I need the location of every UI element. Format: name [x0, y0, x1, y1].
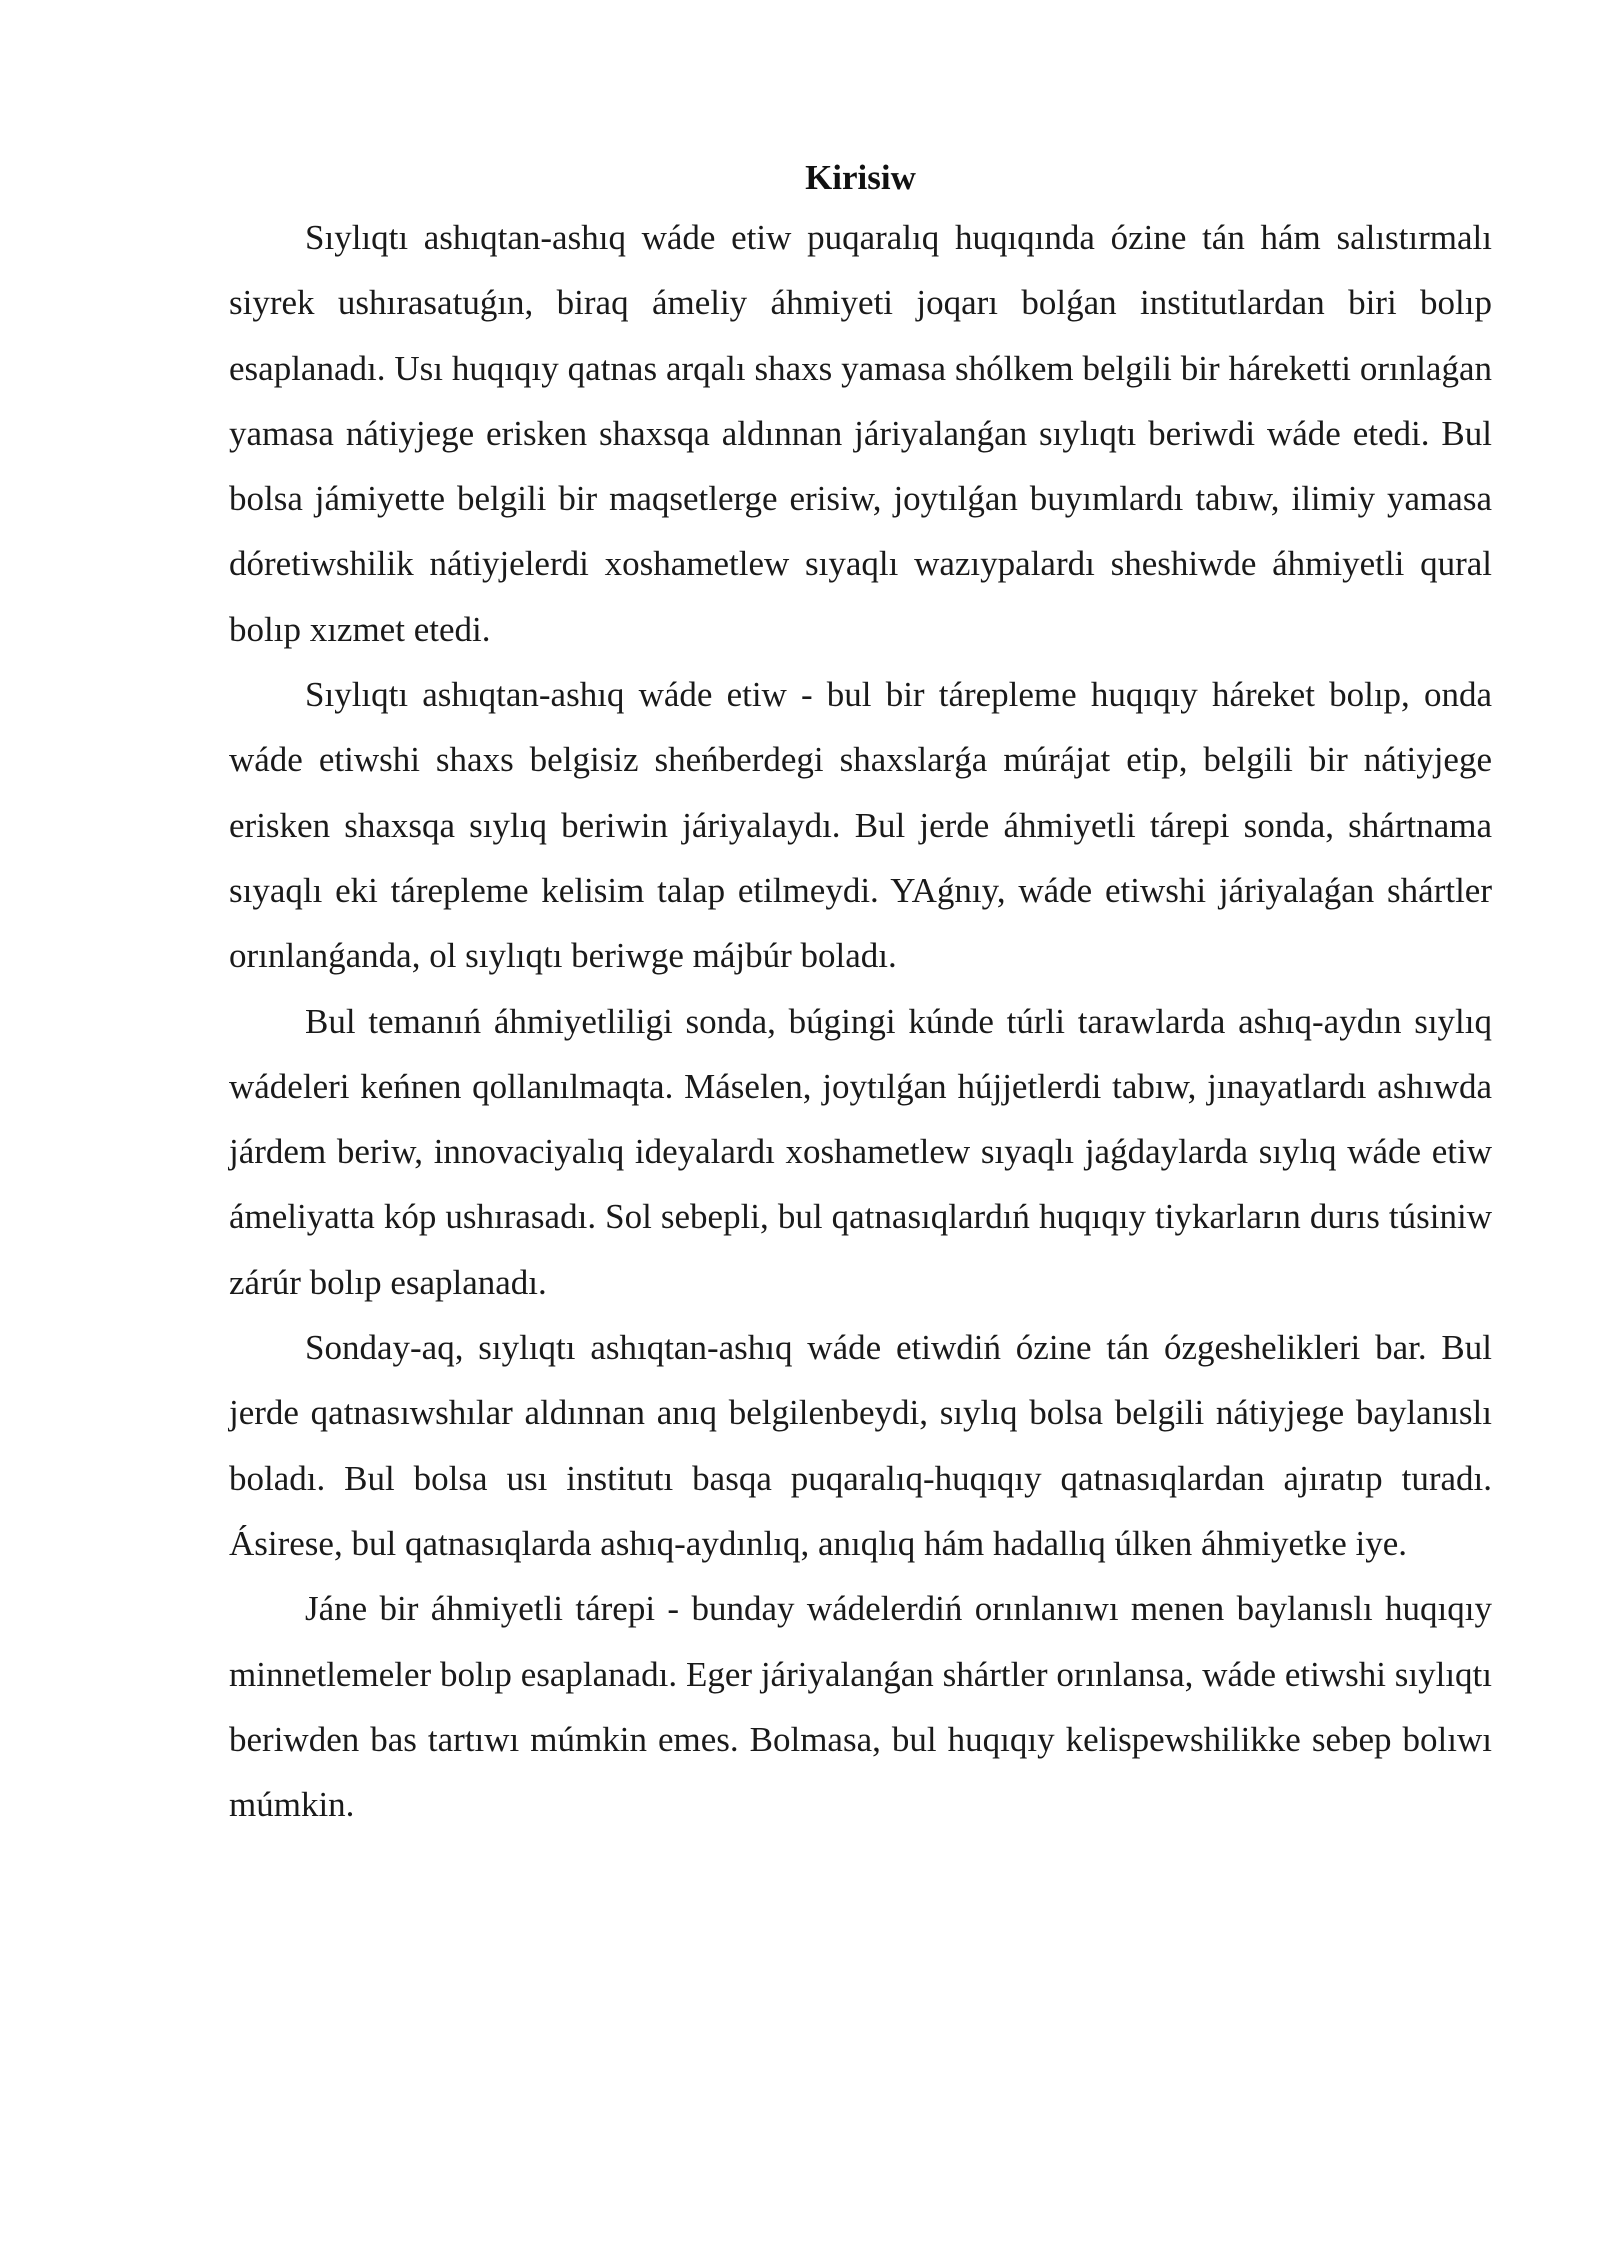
paragraph-obligations: Jáne bir áhmiyetli tárepi - bunday wádelerdiń orınlanıwı menen baylanıslı huqıqıy minnetlemeler bolıp esaplanadı. Eger járiyalanǵan shártler orınlansa, wáde etiwshi sıylıqtı beriwden bas tartıwı múmkin emes. Bolmasa, bul huqıqıy kelispewshilikke sebep bolıwı múmkin.	[229, 1589, 1492, 1825]
paragraph-features: Sonday-aq, sıylıqtı ashıqtan-ashıq wáde etiwdiń ózine tán ózgeshelikleri bar. Bul jerde qatnasıwshılar aldınnan anıq belgilenbeydi, sıylıq bolsa belgili nátiyjege baylanıslı boladı. Bul bolsa usı institutı basqa puqaralıq-huqıqıy qatnasıqlardan ajıratıp turadı. Ásirese, bul qatnasıqlarda ashıq-aydınlıq, anıqlıq hám hadallıq úlken áhmiyetke iye.	[229, 1328, 1492, 1563]
paragraph-definition: Sıylıqtı ashıqtan-ashıq wáde etiw puqaralıq huqıqında ózine tán hám salıstırmalı siyrek ushırasatuǵın, biraq ámeliy áhmiyeti joqarı bolǵan institutlardan biri bolıp esaplanadı. Usı huqıqıy qatnas arqalı shaxs yamasa shólkem belgili bir háreketti orınlaǵan yamasa nátiyjege erisken shaxsqa aldınnan járiyalanǵan sıylıqtı beriwdi wáde etedi. Bul bolsa jámiyette belgili bir maqsetlerge erisiw, joytılǵan buyımlardı tabıw, ilimiy yamasa dóretiwshilik nátiyjelerdi xoshametlew sıyaqlı wazıypalardı sheshiwde áhmiyetli qural bolıp xızmet etedi.	[229, 218, 1492, 649]
paragraph-unilateral-act: Sıylıqtı ashıqtan-ashıq wáde etiw - bul bir tárepleme huqıqıy háreket bolıp, onda wáde etiwshi shaxs belgisiz sheńberdegi shaxslarǵa múrájat etip, belgili bir nátiyjege erisken shaxsqa sıylıq beriwin járiyalaydı. Bul jerde áhmiyetli tárepi sonda, shártnama sıyaqlı eki tárepleme kelisim talap etilmeydi. YAǵnıy, wáde etiwshi járiyalaǵan shártler orınlanǵanda, ol sıylıqtı beriwge májbúr boladı.	[229, 675, 1492, 976]
document-title: Kirisiw	[805, 158, 916, 197]
document-body	[229, 150, 1492, 1837]
paragraph-relevance: Bul temanıń áhmiyetliligi sonda, búgingi kúnde túrli tarawlarda ashıq-aydın sıylıq wádeleri keńnen qollanılmaqta. Máselen, joytılǵan hújjetlerdi tabıw, jınayatlardı ashıwda járdem beriw, innovaciyalıq ideyalardı xoshametlew sıyaqlı jaǵdaylarda sıylıq wáde etiw ámeliyatta kóp ushırasadı. Sol sebepli, bul qatnasıqlardıń huqıqıy tiykarların durıs túsiniw zárúr bolıp esaplanadı.	[229, 1001, 1492, 1302]
